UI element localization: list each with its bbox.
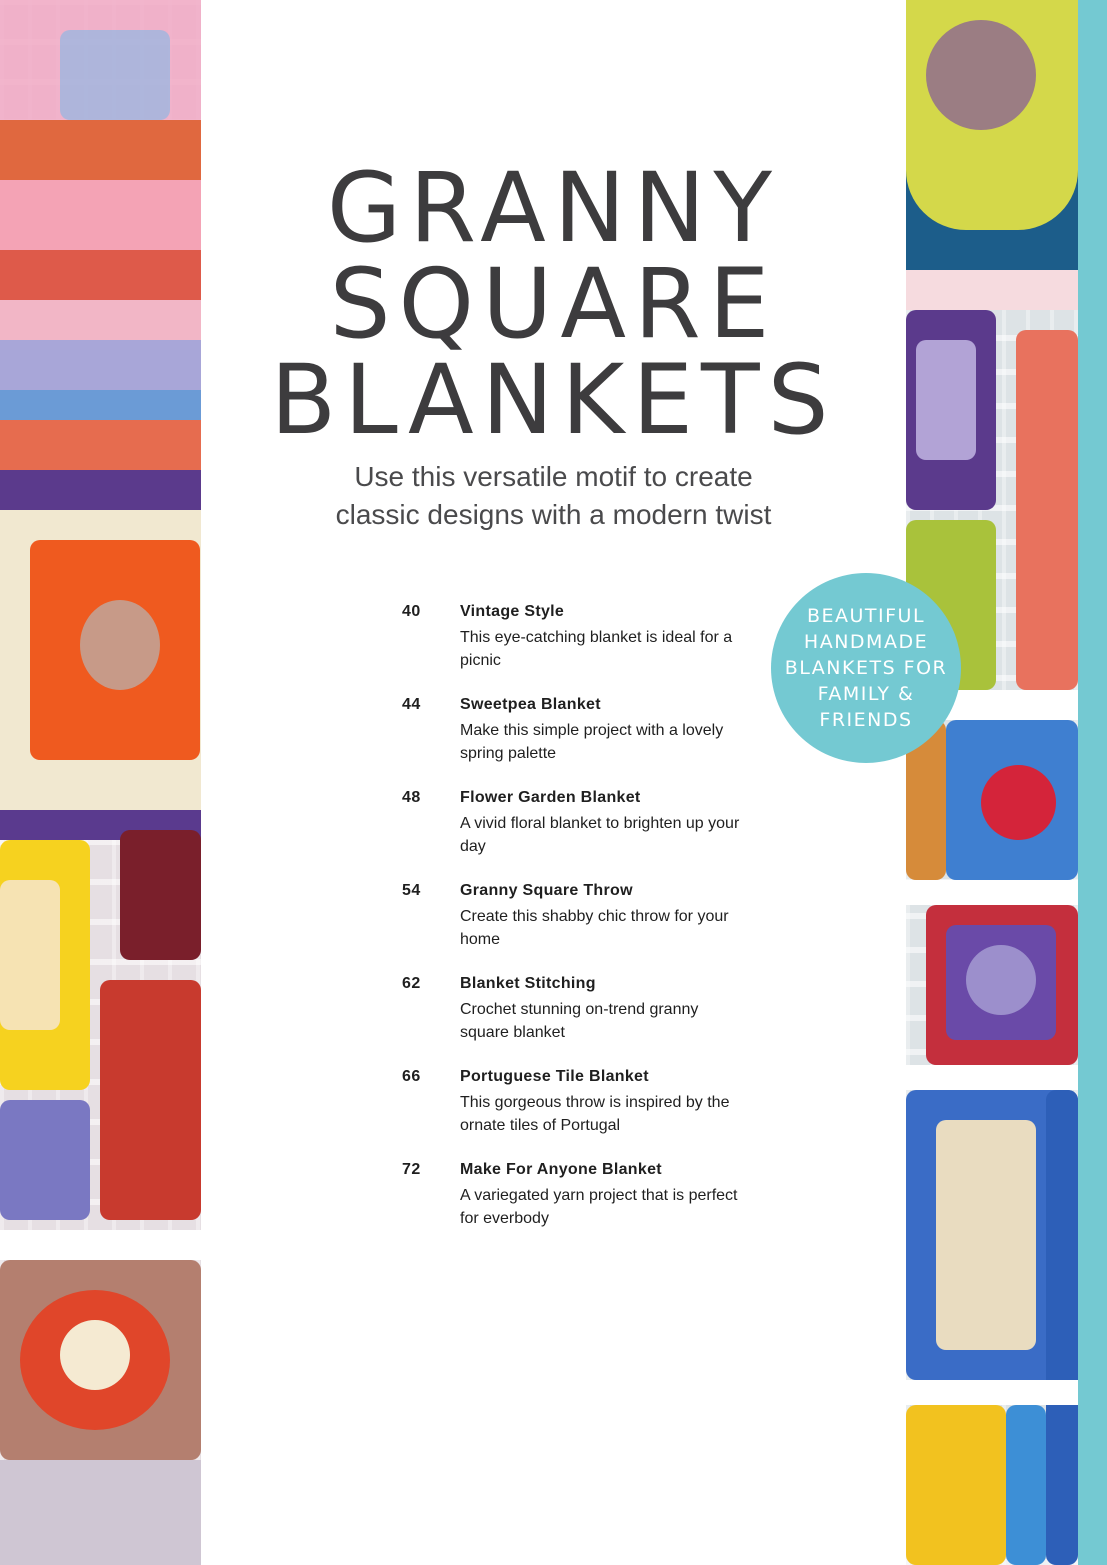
contents-entry[interactable] [402,1161,762,1254]
entry-description: A variegated yarn project that is perfect for everbody [460,1187,738,1227]
promo-badge-text: BEAUTIFUL HANDMADE BLANKETS FOR FAMILY & FRIENDS [784,605,948,731]
subtitle-line-1: Use this versatile motif to create [354,461,753,492]
contents-entry[interactable] [402,1068,762,1161]
page-title [201,152,906,456]
entry-description: Make this simple project with a lovely spring palette [460,722,724,762]
entry-title: Make For Anyone Blanket [460,1161,662,1178]
contents-entry[interactable] [402,696,762,789]
entry-description: A vivid floral blanket to brighten up your day [460,815,740,855]
entry-page-number: 44 [402,696,421,713]
entry-page-number: 48 [402,789,421,806]
teal-edge-bar [1078,0,1107,1565]
contents-entry[interactable] [402,789,762,882]
entry-description: This eye-catching blanket is ideal for a picnic [460,629,733,669]
contents-entry[interactable] [402,603,762,696]
entry-page-number: 54 [402,882,421,899]
entry-description: Crochet stunning on-trend granny square blanket [460,1001,699,1041]
promo-badge [771,573,961,763]
entry-description: Create this shabby chic throw for your home [460,908,729,948]
entry-title: Flower Garden Blanket [460,789,641,806]
subtitle-line-2: classic designs with a modern twist [335,499,772,530]
entry-page-number: 72 [402,1161,421,1178]
entry-description: This gorgeous throw is inspired by the ornate tiles of Portugal [460,1094,730,1134]
page-subtitle [201,458,906,534]
crochet-photo-right [906,0,1078,1565]
entry-title: Portuguese Tile Blanket [460,1068,649,1085]
entry-title: Granny Square Throw [460,882,633,899]
contents-entry[interactable] [402,975,762,1068]
entry-title: Blanket Stitching [460,975,596,992]
entry-page-number: 62 [402,975,421,992]
entry-page-number: 40 [402,603,421,620]
entry-title: Sweetpea Blanket [460,696,601,713]
title-line-1: GRANNY [326,152,781,264]
entry-title: Vintage Style [460,603,565,620]
entry-page-number: 66 [402,1068,421,1085]
contents-entry[interactable] [402,882,762,975]
crochet-photo-left [0,0,201,1565]
title-line-3: BLANKETS [270,344,837,456]
contents-list [402,603,762,1254]
title-line-2: SQUARE [329,248,778,360]
